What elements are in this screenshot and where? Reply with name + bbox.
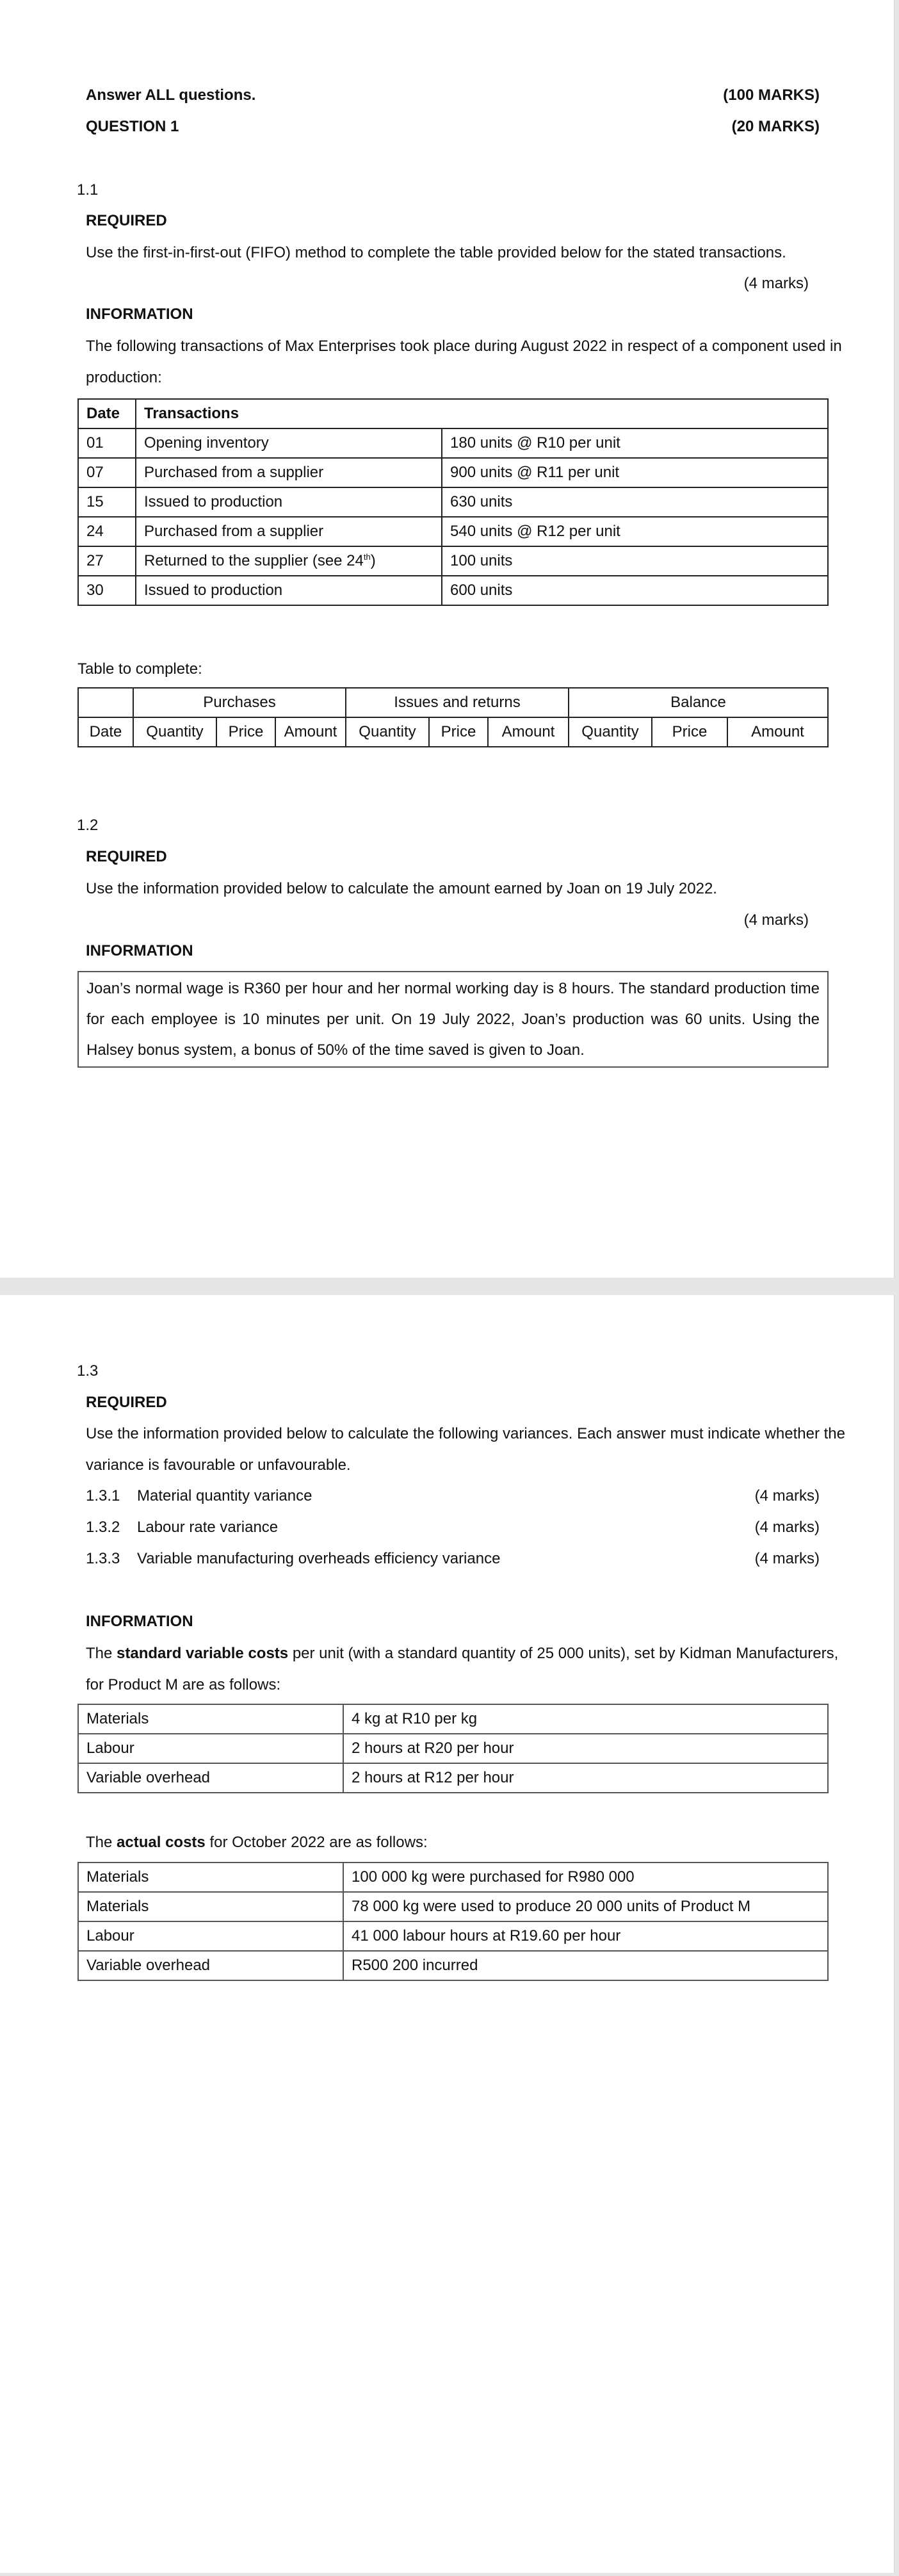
information-heading: INFORMATION xyxy=(86,1613,193,1630)
item-number-1-3-3: 1.3.3 xyxy=(86,1550,120,1567)
table-to-complete-label: Table to complete: xyxy=(77,660,202,678)
cost-item: Variable overhead xyxy=(78,1763,343,1793)
table-row xyxy=(78,546,828,576)
information-heading: INFORMATION xyxy=(86,942,193,959)
question-1-marks: (20 MARKS) xyxy=(731,118,820,135)
row-date: 01 xyxy=(78,428,136,458)
cost-item: Labour xyxy=(78,1734,343,1763)
blank-header-cell xyxy=(78,688,133,717)
marks-1-2: (4 marks) xyxy=(743,911,809,929)
row-detail: 600 units xyxy=(442,576,828,605)
table-row xyxy=(78,1921,828,1951)
table-row xyxy=(78,576,828,605)
header-transactions: Transactions xyxy=(136,399,828,428)
required-heading: REQUIRED xyxy=(86,212,167,229)
required-text: Use the information provided below to calculate the amount earned by Joan on 19 July 2022. xyxy=(86,880,717,897)
item-number-1-3-2: 1.3.2 xyxy=(86,1519,120,1536)
standard-intro-bold: standard variable costs xyxy=(117,1645,289,1662)
section-number-1-1: 1.1 xyxy=(77,181,99,199)
group-purchases: Purchases xyxy=(133,688,346,717)
row-detail: 180 units @ R10 per unit xyxy=(442,428,828,458)
cost-item: Materials xyxy=(78,1892,343,1921)
table-row xyxy=(78,517,828,546)
marks-1-3-3: (4 marks) xyxy=(754,1550,820,1567)
labour-rate-variance: Labour rate variance xyxy=(137,1519,279,1536)
row-description-close: ) xyxy=(370,552,376,569)
fifo-table-to-complete xyxy=(77,687,829,747)
row-description: Purchased from a supplier xyxy=(136,517,442,546)
required-heading: REQUIRED xyxy=(86,848,167,865)
required-heading: REQUIRED xyxy=(86,1394,167,1411)
table-row xyxy=(78,458,828,487)
standard-costs-table xyxy=(77,1704,829,1793)
col-issues-quantity: Quantity xyxy=(346,717,429,747)
col-balance-price: Price xyxy=(652,717,727,747)
header-date: Date xyxy=(78,399,136,428)
required-text-line-1: Use the information provided below to calculate the following variances. Each answer must indicate whether the xyxy=(86,1425,845,1442)
row-description: Issued to production xyxy=(136,576,442,605)
required-text-line-2: variance is favourable or unfavourable. xyxy=(86,1456,351,1474)
actual-intro-bold: actual costs xyxy=(117,1834,206,1851)
row-date: 27 xyxy=(78,546,136,576)
marks-1-1: (4 marks) xyxy=(743,275,809,292)
page-1 xyxy=(0,0,895,1278)
table-row xyxy=(78,487,828,517)
table-row xyxy=(78,1892,828,1921)
row-date: 24 xyxy=(78,517,136,546)
row-description: Opening inventory xyxy=(136,428,442,458)
row-date: 30 xyxy=(78,576,136,605)
standard-intro-pre: The xyxy=(86,1645,117,1662)
actual-intro-post: for October 2022 are as follows: xyxy=(205,1834,428,1851)
row-detail: 540 units @ R12 per unit xyxy=(442,517,828,546)
row-detail: 630 units xyxy=(442,487,828,517)
info-text-line-1: The following transactions of Max Enterprises took place during August 2022 in respect of a component used in xyxy=(86,338,842,355)
group-issues-and-returns: Issues and returns xyxy=(346,688,569,717)
answer-all-instruction: Answer ALL questions. xyxy=(86,86,256,104)
cost-value: R500 200 incurred xyxy=(343,1951,828,1980)
row-description: Purchased from a supplier xyxy=(136,458,442,487)
halsey-information-box: Joan’s normal wage is R360 per hour and her normal working day is 8 hours. The standard production time for each employee is 10 minutes per unit. On 19 July 2022, Joan’s production was 60 units. Using the Halsey bonus system, a bonus of 50% of the time saved is given to Joan. xyxy=(77,971,829,1068)
item-number-1-3-1: 1.3.1 xyxy=(86,1487,120,1504)
standard-intro-post: per unit (with a standard quantity of 25 000 units), set by Kidman Manufacturers, xyxy=(288,1645,839,1662)
superscript-th: th xyxy=(363,552,371,562)
col-issues-price: Price xyxy=(429,717,488,747)
column-header-row xyxy=(78,717,828,747)
col-purchases-price: Price xyxy=(216,717,275,747)
cost-value: 4 kg at R10 per kg xyxy=(343,1704,828,1734)
marks-1-3-2: (4 marks) xyxy=(754,1519,820,1536)
table-row xyxy=(78,1951,828,1980)
row-description: Issued to production xyxy=(136,487,442,517)
col-purchases-amount: Amount xyxy=(275,717,346,747)
section-number-1-3: 1.3 xyxy=(77,1362,99,1380)
actual-intro-pre: The xyxy=(86,1834,117,1851)
material-quantity-variance: Material quantity variance xyxy=(137,1487,312,1504)
overheads-efficiency-variance: Variable manufacturing overheads efficiency variance xyxy=(137,1550,501,1567)
transactions-table xyxy=(77,398,829,606)
row-detail: 100 units xyxy=(442,546,828,576)
row-description-text: Returned to the supplier (see 24 xyxy=(144,552,364,569)
row-detail: 900 units @ R11 per unit xyxy=(442,458,828,487)
col-date: Date xyxy=(78,717,133,747)
table-header-row xyxy=(78,399,828,428)
question-1-title: QUESTION 1 xyxy=(86,118,179,135)
table-row xyxy=(78,1704,828,1734)
marks-1-3-1: (4 marks) xyxy=(754,1487,820,1504)
cost-item: Labour xyxy=(78,1921,343,1951)
col-issues-amount: Amount xyxy=(488,717,569,747)
cost-item: Materials xyxy=(78,1704,343,1734)
page-2 xyxy=(0,1295,895,2573)
total-marks: (100 MARKS) xyxy=(723,86,820,104)
group-balance: Balance xyxy=(569,688,828,717)
cost-value: 41 000 labour hours at R19.60 per hour xyxy=(343,1921,828,1951)
actual-costs-table xyxy=(77,1862,829,1981)
table-row xyxy=(78,1763,828,1793)
cost-value: 2 hours at R12 per hour xyxy=(343,1763,828,1793)
group-header-row xyxy=(78,688,828,717)
cost-value: 78 000 kg were used to produce 20 000 units of Product M xyxy=(343,1892,828,1921)
info-text-line-2: production: xyxy=(86,369,162,386)
row-date: 15 xyxy=(78,487,136,517)
standard-costs-intro-line-2: for Product M are as follows: xyxy=(86,1676,281,1693)
cost-item: Variable overhead xyxy=(78,1951,343,1980)
actual-costs-intro xyxy=(86,1833,428,1852)
col-purchases-quantity: Quantity xyxy=(133,717,216,747)
col-balance-amount: Amount xyxy=(727,717,828,747)
required-text: Use the first-in-first-out (FIFO) method to complete the table provided below for the stated transactions. xyxy=(86,244,786,261)
row-date: 07 xyxy=(78,458,136,487)
cost-value: 100 000 kg were purchased for R980 000 xyxy=(343,1863,828,1892)
col-balance-quantity: Quantity xyxy=(569,717,652,747)
standard-costs-intro xyxy=(86,1644,838,1663)
section-number-1-2: 1.2 xyxy=(77,817,99,834)
cost-value: 2 hours at R20 per hour xyxy=(343,1734,828,1763)
table-row xyxy=(78,1863,828,1892)
cost-item: Materials xyxy=(78,1863,343,1892)
information-heading: INFORMATION xyxy=(86,306,193,323)
table-row xyxy=(78,1734,828,1763)
table-row xyxy=(78,428,828,458)
row-description xyxy=(136,546,442,576)
